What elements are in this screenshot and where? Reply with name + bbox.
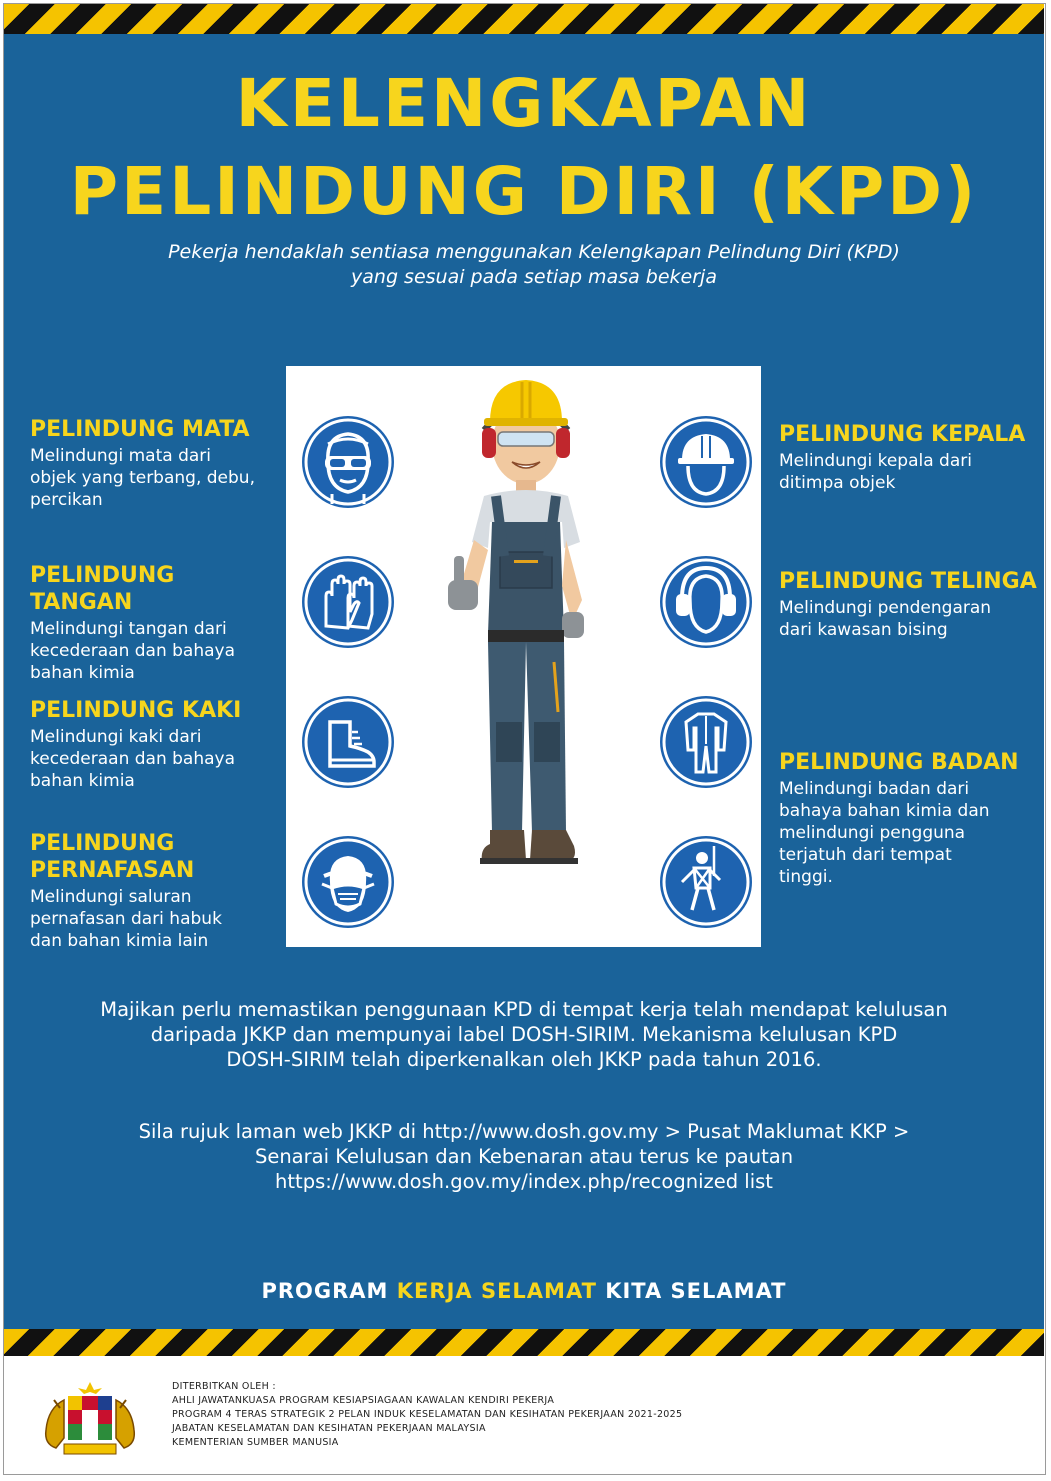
reference-line: Senarai Kelulusan dan Kebenaran atau terus ke pautan (254, 1145, 794, 1168)
reference-paragraph (44, 1119, 1004, 1194)
category-description: Melindungi kepala dari (779, 451, 972, 471)
safety-harness-icon (660, 836, 752, 928)
category-description: Melindungi saluran (30, 887, 192, 907)
program-slogan (4, 1279, 1044, 1303)
category-description: kecederaan dan bahaya (30, 749, 236, 769)
category-heading: PELINDUNG TELINGA (779, 569, 1037, 594)
poster-body (4, 4, 1044, 1356)
category-description: objek yang terbang, debu, (30, 468, 255, 488)
category-heading: PELINDUNG KEPALA (779, 422, 1026, 447)
coverall-icon (660, 696, 752, 788)
subtitle-line-2: yang sesuai pada setiap masa bekerja (351, 266, 717, 288)
category-body-protection (779, 749, 1039, 888)
publisher-line: DITERBITKAN OLEH : (172, 1381, 276, 1392)
category-description: pernafasan dari habuk (30, 909, 222, 929)
publisher-line: JABATAN KESELAMATAN DAN KESIHATAN PEKERJAAN MALAYSIA (172, 1423, 486, 1434)
publisher-line: AHLI JAWATANKUASA PROGRAM KESIAPSIAGAAN KAWALAN KENDIRI PEKERJA (172, 1395, 555, 1406)
category-eye-protection (30, 416, 280, 511)
category-description: Melindungi tangan dari (30, 619, 227, 639)
safety-goggles-icon (302, 416, 394, 508)
illustration-panel (286, 366, 761, 947)
respirator-mask-icon (302, 836, 394, 928)
category-heading: PELINDUNG KAKI (30, 698, 242, 723)
category-description: ditimpa objek (779, 473, 896, 493)
category-description: tinggi. (779, 867, 833, 887)
employer-notice-paragraph (44, 997, 1004, 1072)
category-head-protection (779, 421, 1039, 494)
category-description: dari kawasan bising (779, 620, 948, 640)
title-line-1: KELENGKAPAN (235, 65, 813, 142)
category-heading: PELINDUNG (30, 831, 175, 856)
category-heading: PELINDUNG MATA (30, 417, 250, 442)
slogan-part-1: PROGRAM (261, 1279, 397, 1303)
slogan-highlight: KERJA SELAMAT (396, 1279, 597, 1303)
notice-line: DOSH-SIRIM telah diperkenalkan oleh JKKP pada tahun 2016. (226, 1048, 822, 1071)
category-description: bahaya bahan kimia dan (779, 801, 990, 821)
reference-line: https://www.dosh.gov.my/index.php/recognized list (275, 1170, 773, 1193)
notice-line: Majikan perlu memastikan penggunaan KPD di tempat kerja telah mendapat kelulusan (100, 998, 948, 1021)
category-description: terjatuh dari tempat (779, 845, 952, 865)
hazard-stripe-bottom (4, 1329, 1044, 1356)
hazard-stripe-top (4, 4, 1044, 34)
publisher-text (172, 1380, 682, 1450)
hard-hat-icon (660, 416, 752, 508)
category-description: dan bahan kimia lain (30, 931, 209, 951)
category-description: Melindungi badan dari (779, 779, 970, 799)
category-description: melindungi pengguna (779, 823, 966, 843)
category-description: Melindungi kaki dari (30, 727, 202, 747)
category-foot-protection (30, 697, 280, 792)
publisher-footer (4, 1356, 1044, 1474)
gloves-icon (302, 556, 394, 648)
category-heading: PELINDUNG BADAN (779, 750, 1019, 775)
notice-line: daripada JKKP dan mempunyai label DOSH-SIRIM. Mekanisma kelulusan KPD (150, 1023, 898, 1046)
category-description: bahan kimia (30, 663, 135, 683)
category-hand-protection (30, 562, 280, 684)
category-heading: PERNAFASAN (30, 858, 195, 883)
category-description: percikan (30, 490, 103, 510)
publisher-line: KEMENTERIAN SUMBER MANUSIA (172, 1437, 339, 1448)
ear-muff-icon (660, 556, 752, 648)
publisher-line: PROGRAM 4 TERAS STRATEGIK 2 PELAN INDUK KESELAMATAN DAN KESIHATAN PEKERJAAN 2021-2025 (172, 1409, 683, 1420)
safety-boot-icon (302, 696, 394, 788)
construction-worker-illustration (426, 372, 626, 872)
category-description: bahan kimia (30, 771, 135, 791)
category-heading: PELINDUNG TANGAN (30, 563, 175, 615)
subtitle-line-1: Pekerja hendaklah sentiasa menggunakan Kelengkapan Pelindung Diri (KPD) (168, 241, 900, 263)
title-line-2: PELINDUNG DIRI (KPD) (69, 153, 979, 230)
category-ear-protection (779, 568, 1039, 641)
category-description: Melindungi pendengaran (779, 598, 992, 618)
category-description: Melindungi mata dari (30, 446, 211, 466)
malaysia-coat-of-arms-icon (34, 1378, 146, 1460)
reference-line: Sila rujuk laman web JKKP di http://www.dosh.gov.my > Pusat Maklumat KKP > (138, 1120, 910, 1143)
slogan-part-3: KITA SELAMAT (596, 1279, 787, 1303)
category-description: kecederaan dan bahaya (30, 641, 236, 661)
category-respiratory-protection (30, 830, 280, 952)
